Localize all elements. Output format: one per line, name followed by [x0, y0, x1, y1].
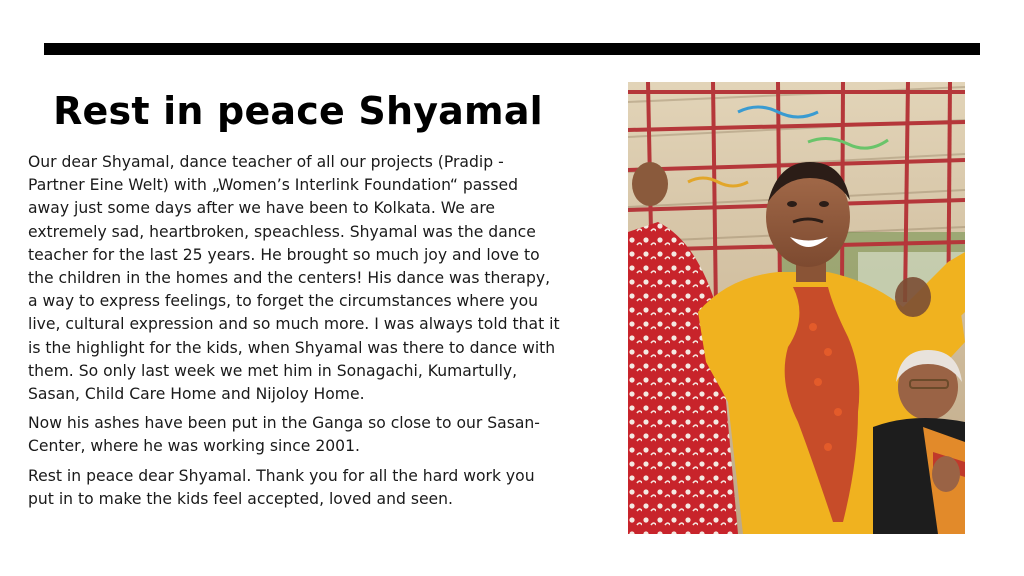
- memorial-photo: [628, 82, 965, 534]
- left-person-raised-hand: [632, 162, 668, 206]
- top-divider-bar: [44, 43, 980, 55]
- woman-hand: [932, 456, 960, 492]
- body-paragraph-3: Rest in peace dear Shyamal. Thank you for all the hard work you put in to make the kids feel accepted, loved and seen.: [28, 466, 535, 508]
- slide-title: Rest in peace Shyamal: [53, 89, 543, 133]
- body-paragraph-2: Now his ashes have been put in the Ganga so close to our Sasan-Center, where he was working since 2001.: [28, 414, 540, 456]
- photo-illustration: [628, 82, 965, 534]
- body-paragraph-1: Our dear Shyamal, dance teacher of all our projects (Pradip - Partner Eine Welt) with „Women’s Interlink Foundation“ passed away just some days after we have been to Kolkata. We are extremely sad, heartbroken, speachless. Shyamal was the dance teacher for the last 25 years. He brought so much joy and love to the children in the homes and the centers! His dance was therapy, a way to express feelings, to forget the circumstances where you live, cultural expression and so much more. I was always told that it is the highlight for the kids, when Shyamal was there to dance with them. So only last week we met him in Sonagachi, Kumartully, Sasan, Child Care Home and Nijoloy Home.: [28, 153, 560, 404]
- slide-body: [28, 151, 564, 517]
